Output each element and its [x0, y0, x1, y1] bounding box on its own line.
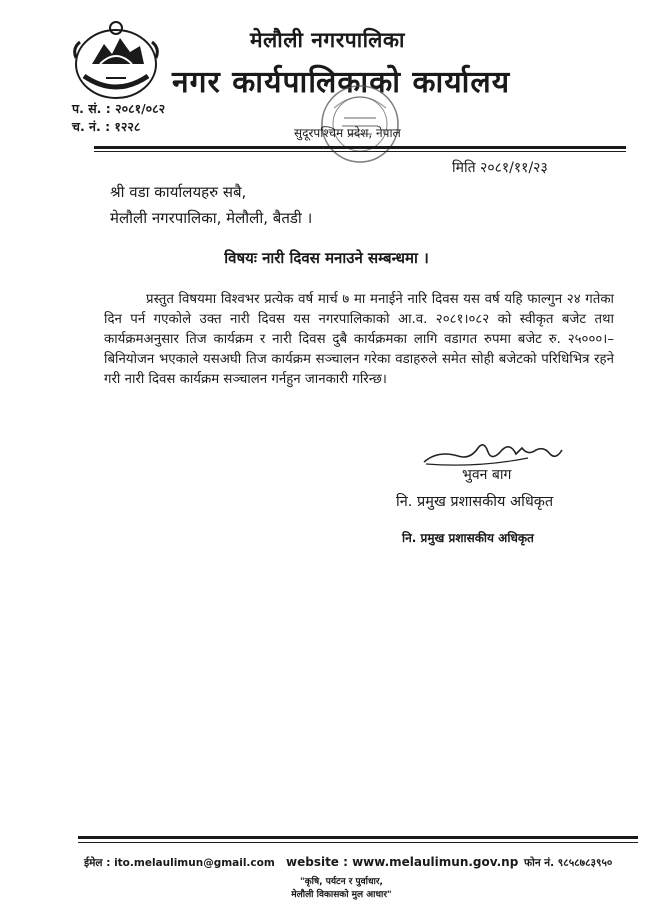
footer-slogan-line-1: "कृषि, पर्यटन र पुर्वाधार,: [300, 877, 383, 887]
dispatch-number: च. नं. : १२२८: [72, 119, 141, 134]
footer-phone: फोन नं. ९८५८७८३९५०: [524, 857, 613, 869]
office-address: सुदूरपश्चिम प्रदेश, नेपाल: [294, 126, 401, 140]
signer-name: भुवन बाग: [462, 467, 512, 483]
signer-title: नि. प्रमुख प्रशासकीय अधिकृत: [396, 494, 554, 510]
recipient-line-1: श्री वडा कार्यालयहरु सबै,: [110, 183, 247, 201]
letter-body: प्रस्तुत विषयमा विश्वभर प्रत्येक वर्ष मार्च ७ मा मनाईने नारि दिवस यस वर्ष यहि फाल्गुन २४ गतेका दिन पर्न गएकोले उक्त नारी दिवस यस नगरपालिकाको आ.व. २०८१।०८२ को स्वीकृत बजेट तथा कार्यक्रमअनुसार तिज कार्यक्रम र नारी दिवस दुबै कार्यक्रमका लागि वडागत रुपमा बजेट रु. २५०००।– बिनियोजन भएकाले यसअघी तिज कार्यक्रम सञ्चालन गरेका वडाहरुले समेत सोही बजेटको परिधिभित्र रहने गरी नारी दिवस कार्यक्रम सञ्चालन गर्नहुन जानकारी गरिन्छ।: [104, 292, 614, 387]
municipality-name: मेलौली नगरपालिका: [250, 28, 405, 52]
footer-website: website : www.melaulimun.gov.np: [286, 855, 519, 869]
footer-slogan-line-2: मेलौली विकासको मुल आधार": [291, 890, 392, 900]
recipient-line-2: मेलौली नगरपालिका, मेलौली, बैतडी ।: [110, 209, 313, 227]
footer-email: ईमेल : ito.melaulimun@gmail.com: [84, 857, 275, 869]
designation-stamp: नि. प्रमुख प्रशासकीय अधिकृत: [402, 531, 534, 545]
letter-date: मिति २०८१/११/२३: [452, 160, 548, 176]
nepal-emblem-icon: [70, 18, 162, 104]
header-rule: [94, 146, 626, 149]
footer-rule: [78, 836, 638, 839]
footer-rule-thin: [78, 842, 638, 843]
header-rule-thin: [94, 151, 626, 152]
office-title: नगर कार्यपालिकाको कार्यालय: [172, 65, 511, 100]
reference-number: प. सं. : २०८१/०८२: [72, 101, 166, 116]
letter-subject: विषयः नारी दिवस मनाउने सम्बन्धमा ।: [224, 249, 429, 267]
